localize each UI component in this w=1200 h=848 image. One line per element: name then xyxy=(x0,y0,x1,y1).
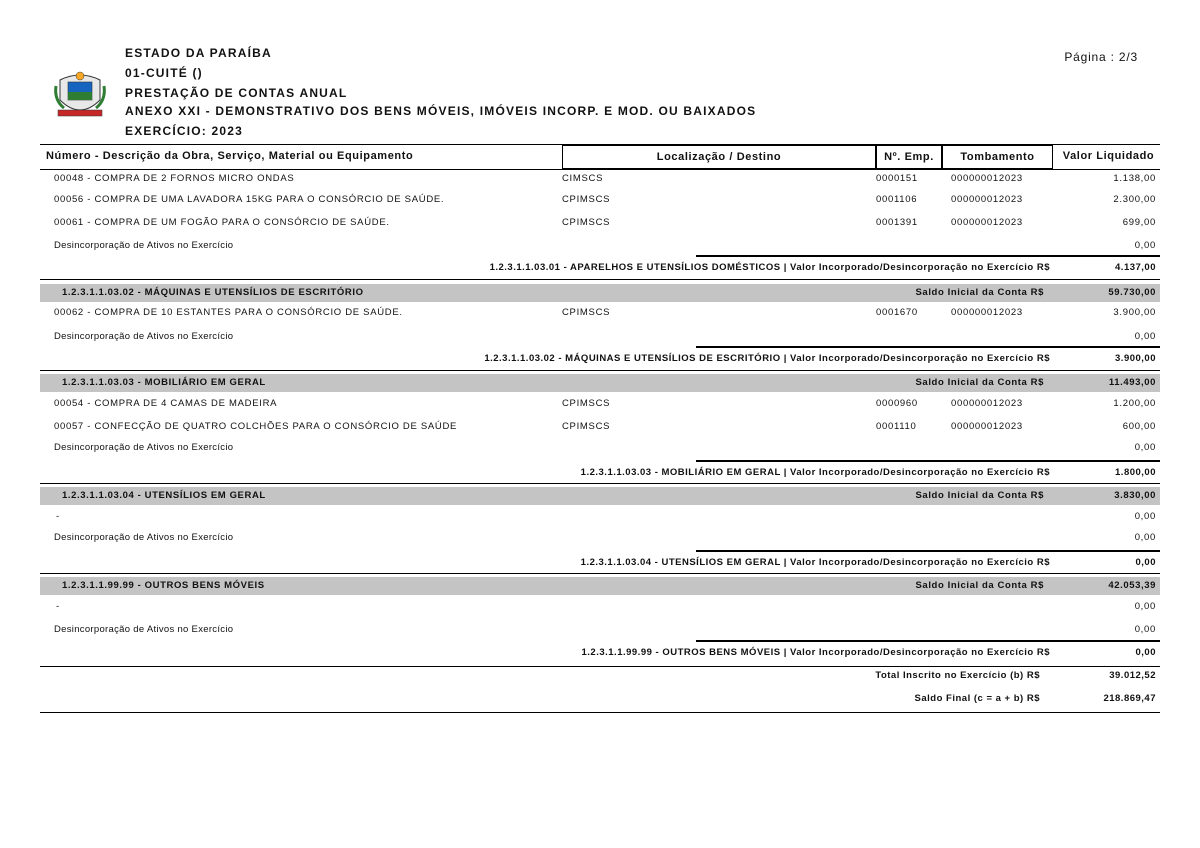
desinc-value: 0,00 xyxy=(1134,624,1156,635)
item-description: - xyxy=(56,601,60,612)
saldo-inicial-value: 42.053,39 xyxy=(1108,580,1156,591)
saldo-inicial-label: Saldo Inicial da Conta R$ xyxy=(915,580,1044,591)
table-row xyxy=(40,598,1160,616)
summary-label: 1.2.3.1.1.03.02 - MÁQUINAS E UTENSÍLIOS DE ESCRITÓRIO | Valor Incorporado/Desincorporação no Exercício R$ xyxy=(484,353,1050,364)
saldo-inicial-label: Saldo Inicial da Conta R$ xyxy=(915,377,1044,388)
saldo-inicial-label: Saldo Inicial da Conta R$ xyxy=(915,287,1044,298)
table-row xyxy=(40,214,1160,232)
col-location: Localização / Destino xyxy=(562,145,876,169)
account-group-header xyxy=(40,577,1160,595)
item-description: - xyxy=(56,511,60,522)
desincorporation-row xyxy=(40,439,1160,457)
desinc-value: 0,00 xyxy=(1134,532,1156,543)
item-value: 1.138,00 xyxy=(1113,173,1156,184)
entity-name: 01-CUITÉ () xyxy=(125,66,203,80)
group-label: 1.2.3.1.1.03.03 - MOBILIÁRIO EM GERAL xyxy=(62,377,266,388)
table-row xyxy=(40,395,1160,413)
saldo-final-label: Saldo Final (c = a + b) R$ xyxy=(914,693,1040,704)
item-value: 1.200,00 xyxy=(1113,398,1156,409)
item-value: 699,00 xyxy=(1122,217,1156,228)
saldo-inicial-value: 3.830,00 xyxy=(1114,490,1156,501)
item-description: 00057 - CONFECÇÃO DE QUATRO COLCHÕES PARA O CONSÓRCIO DE SAÚDE xyxy=(54,421,458,432)
item-description: 00048 - COMPRA DE 2 FORNOS MICRO ONDAS xyxy=(54,173,295,184)
item-value: 0,00 xyxy=(1134,511,1156,522)
table-row xyxy=(40,191,1160,209)
desinc-label: Desincorporação de Ativos no Exercício xyxy=(54,624,234,635)
saldo-final-value: 218.869,47 xyxy=(1103,693,1156,704)
summary-value: 0,00 xyxy=(1135,557,1156,568)
desinc-label: Desincorporação de Ativos no Exercício xyxy=(54,532,234,543)
item-location: CPIMSCS xyxy=(562,307,611,318)
desincorporation-row xyxy=(40,328,1160,346)
item-emp: 0001106 xyxy=(876,194,918,205)
item-value: 2.300,00 xyxy=(1113,194,1156,205)
account-group-header xyxy=(40,284,1160,302)
total-inscrito-row xyxy=(40,666,1160,686)
item-location: CPIMSCS xyxy=(562,194,611,205)
desinc-value: 0,00 xyxy=(1134,331,1156,342)
report-title: PRESTAÇÃO DE CONTAS ANUAL xyxy=(125,86,348,100)
desinc-label: Desincorporação de Ativos no Exercício xyxy=(54,442,234,453)
desinc-label: Desincorporação de Ativos no Exercício xyxy=(54,331,234,342)
item-description: 00056 - COMPRA DE UMA LAVADORA 15KG PARA O CONSÓRCIO DE SAÚDE. xyxy=(54,194,445,205)
desinc-value: 0,00 xyxy=(1134,240,1156,251)
section-summary xyxy=(40,348,1160,368)
account-group-header xyxy=(40,487,1160,505)
table-row xyxy=(40,508,1160,526)
summary-value: 0,00 xyxy=(1135,647,1156,658)
item-location: CPIMSCS xyxy=(562,421,611,432)
state-coat-of-arms-icon xyxy=(52,66,108,122)
item-location: CPIMSCS xyxy=(562,398,611,409)
item-value: 3.900,00 xyxy=(1113,307,1156,318)
summary-label: 1.2.3.1.1.03.03 - MOBILIÁRIO EM GERAL | Valor Incorporado/Desincorporação no Exercício R$ xyxy=(580,467,1050,478)
item-emp: 0001670 xyxy=(876,307,918,318)
item-description: 00061 - COMPRA DE UM FOGÃO PARA O CONSÓRCIO DE SAÚDE. xyxy=(54,217,390,228)
item-emp: 0000151 xyxy=(876,173,918,184)
total-inscrito-label: Total Inscrito no Exercício (b) R$ xyxy=(875,670,1040,681)
item-location: CPIMSCS xyxy=(562,217,611,228)
saldo-final-row xyxy=(40,689,1160,709)
group-label: 1.2.3.1.1.99.99 - OUTROS BENS MÓVEIS xyxy=(62,580,265,591)
summary-value: 3.900,00 xyxy=(1115,353,1156,364)
table-header xyxy=(40,144,1160,170)
section-summary xyxy=(40,257,1160,277)
item-tombamento: 000000012023 xyxy=(951,307,1023,318)
item-emp: 0001391 xyxy=(876,217,918,228)
item-tombamento: 000000012023 xyxy=(951,421,1023,432)
col-tombamento: Tombamento xyxy=(942,145,1053,169)
annex-title: ANEXO XXI - DEMONSTRATIVO DOS BENS MÓVEIS, IMÓVEIS INCORP. E MOD. OU BAIXADOS xyxy=(125,104,757,118)
group-label: 1.2.3.1.1.03.04 - UTENSÍLIOS EM GERAL xyxy=(62,490,266,501)
item-tombamento: 000000012023 xyxy=(951,194,1023,205)
desincorporation-row xyxy=(40,237,1160,255)
item-tombamento: 000000012023 xyxy=(951,173,1023,184)
desinc-label: Desincorporação de Ativos no Exercício xyxy=(54,240,234,251)
item-emp: 0001110 xyxy=(876,421,917,432)
section-summary xyxy=(40,642,1160,662)
table-row xyxy=(40,304,1160,322)
fiscal-year: EXERCÍCIO: 2023 xyxy=(125,124,244,138)
desincorporation-row xyxy=(40,621,1160,639)
summary-value: 1.800,00 xyxy=(1115,467,1156,478)
page-number: Página : 2/3 xyxy=(1064,50,1138,64)
item-value: 0,00 xyxy=(1134,601,1156,612)
saldo-inicial-value: 11.493,00 xyxy=(1108,377,1156,388)
item-description: 00054 - COMPRA DE 4 CAMAS DE MADEIRA xyxy=(54,398,278,409)
table-row xyxy=(40,170,1160,188)
summary-label: 1.2.3.1.1.03.04 - UTENSÍLIOS EM GERAL | Valor Incorporado/Desincorporação no Exercício R$ xyxy=(580,557,1050,568)
group-label: 1.2.3.1.1.03.02 - MÁQUINAS E UTENSÍLIOS DE ESCRITÓRIO xyxy=(62,287,364,298)
saldo-inicial-value: 59.730,00 xyxy=(1108,287,1156,298)
item-tombamento: 000000012023 xyxy=(951,398,1023,409)
item-tombamento: 000000012023 xyxy=(951,217,1023,228)
summary-label: 1.2.3.1.1.03.01 - APARELHOS E UTENSÍLIOS DOMÉSTICOS | Valor Incorporado/Desincorporação no Exercício R$ xyxy=(489,262,1050,273)
item-description: 00062 - COMPRA DE 10 ESTANTES PARA O CONSÓRCIO DE SAÚDE. xyxy=(54,307,403,318)
saldo-inicial-label: Saldo Inicial da Conta R$ xyxy=(915,490,1044,501)
summary-value: 4.137,00 xyxy=(1115,262,1156,273)
section-summary xyxy=(40,462,1160,482)
item-emp: 0000960 xyxy=(876,398,918,409)
item-location: CIMSCS xyxy=(562,173,604,184)
col-description: Número - Descrição da Obra, Serviço, Material ou Equipamento xyxy=(46,150,414,162)
desincorporation-row xyxy=(40,529,1160,547)
summary-label: 1.2.3.1.1.99.99 - OUTROS BENS MÓVEIS | Valor Incorporado/Desincorporação no Exercício R$ xyxy=(581,647,1050,658)
desinc-value: 0,00 xyxy=(1134,442,1156,453)
table-row xyxy=(40,418,1160,436)
state-name: ESTADO DA PARAÍBA xyxy=(125,46,272,60)
total-inscrito-value: 39.012,52 xyxy=(1109,670,1156,681)
section-summary xyxy=(40,552,1160,572)
col-emp: Nº. Emp. xyxy=(876,145,942,169)
col-value: Valor Liquidado xyxy=(1062,150,1155,162)
account-group-header xyxy=(40,374,1160,392)
item-value: 600,00 xyxy=(1122,421,1156,432)
